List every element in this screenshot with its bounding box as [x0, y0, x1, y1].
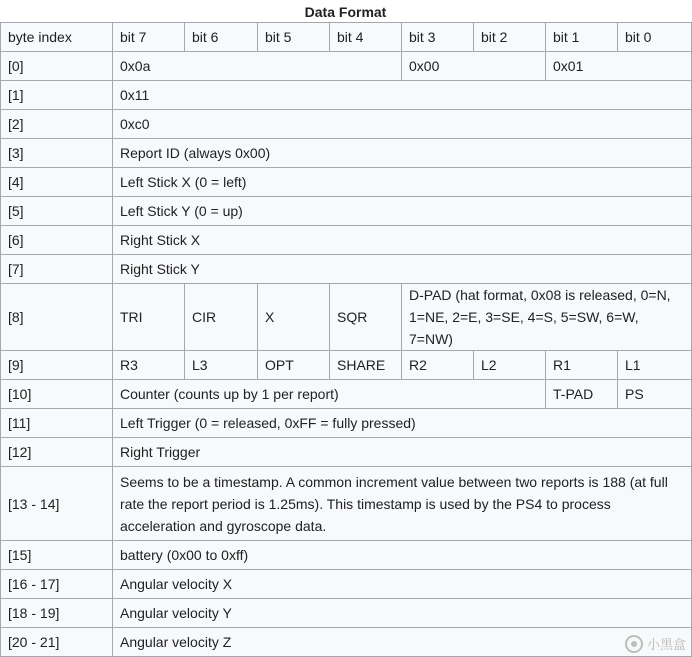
- header-cell: bit 6: [185, 23, 258, 52]
- table-row: [1, 438, 692, 467]
- byte-index-cell: [5]: [1, 197, 113, 226]
- watermark: [625, 634, 686, 653]
- byte-index-cell: [1]: [1, 81, 113, 110]
- byte-index-cell: [8]: [1, 284, 113, 351]
- header-cell: bit 1: [546, 23, 618, 52]
- table-cell: 0x01: [546, 52, 692, 81]
- table-cell: SHARE: [330, 351, 402, 380]
- table-row: [1, 168, 692, 197]
- table-cell: Angular velocity Y: [113, 599, 692, 628]
- table-cell: Report ID (always 0x00): [113, 139, 692, 168]
- byte-index-cell: [0]: [1, 52, 113, 81]
- header-cell: bit 3: [402, 23, 474, 52]
- header-cell: bit 0: [618, 23, 692, 52]
- table-caption: Data Format: [304, 4, 387, 20]
- table-cell: D-PAD (hat format, 0x08 is released, 0=N, 1=NE, 2=E, 3=SE, 4=S, 5=SW, 6=W, 7=NW): [402, 284, 692, 351]
- byte-index-cell: [13 - 14]: [1, 467, 113, 541]
- watermark-text: 小黑盒: [646, 637, 686, 652]
- table-row: [1, 541, 692, 570]
- table-cell: TRI: [113, 284, 185, 351]
- table-row: [1, 409, 692, 438]
- table-row: [1, 110, 692, 139]
- table-cell: OPT: [258, 351, 330, 380]
- table-cell: CIR: [185, 284, 258, 351]
- table-row: [1, 197, 692, 226]
- byte-index-cell: [2]: [1, 110, 113, 139]
- byte-index-cell: [12]: [1, 438, 113, 467]
- table-cell: Right Stick Y: [113, 255, 692, 284]
- byte-index-cell: [9]: [1, 351, 113, 380]
- table-row: [1, 628, 692, 657]
- table-row: [1, 226, 692, 255]
- byte-index-cell: [7]: [1, 255, 113, 284]
- table-cell: Counter (counts up by 1 per report): [113, 380, 546, 409]
- table-row: [1, 380, 692, 409]
- table-cell: PS: [618, 380, 692, 409]
- table-cell: Seems to be a timestamp. A common increment value between two reports is 188 (at full rate the report period is 1.25ms). This timestamp is used by the PS4 to process acceleration and gyroscope data.: [113, 467, 692, 541]
- table-cell: R2: [402, 351, 474, 380]
- table-cell: Left Stick Y (0 = up): [113, 197, 692, 226]
- byte-index-cell: [11]: [1, 409, 113, 438]
- table-cell: T-PAD: [546, 380, 618, 409]
- table-row: [1, 467, 692, 541]
- header-cell: bit 4: [330, 23, 402, 52]
- table-cell: Right Trigger: [113, 438, 692, 467]
- byte-index-cell: [4]: [1, 168, 113, 197]
- table-row: [1, 351, 692, 380]
- heybox-logo-icon: [625, 635, 643, 653]
- table-cell: L2: [474, 351, 546, 380]
- table-cell: battery (0x00 to 0xff): [113, 541, 692, 570]
- byte-index-cell: [18 - 19]: [1, 599, 113, 628]
- header-cell: bit 5: [258, 23, 330, 52]
- table-cell: 0x11: [113, 81, 692, 110]
- table-cell: 0xc0: [113, 110, 692, 139]
- table-cell: 0x0a: [113, 52, 402, 81]
- table-row: [1, 570, 692, 599]
- byte-index-cell: [3]: [1, 139, 113, 168]
- table-cell: Angular velocity Z: [113, 628, 692, 657]
- byte-index-cell: [6]: [1, 226, 113, 255]
- table-cell: Right Stick X: [113, 226, 692, 255]
- table-row: [1, 139, 692, 168]
- header-row: [1, 23, 692, 52]
- table-row: [1, 284, 692, 351]
- table-cell: L1: [618, 351, 692, 380]
- table-cell: SQR: [330, 284, 402, 351]
- table-cell: Left Trigger (0 = released, 0xFF = fully pressed): [113, 409, 692, 438]
- table-cell: X: [258, 284, 330, 351]
- table-row: [1, 599, 692, 628]
- table-row: [1, 81, 692, 110]
- header-cell: bit 7: [113, 23, 185, 52]
- table-cell: 0x00: [402, 52, 546, 81]
- table-row: [1, 255, 692, 284]
- header-cell: byte index: [1, 23, 113, 52]
- table-cell: Left Stick X (0 = left): [113, 168, 692, 197]
- data-format-table: [0, 22, 692, 657]
- byte-index-cell: [20 - 21]: [1, 628, 113, 657]
- table-cell: Angular velocity X: [113, 570, 692, 599]
- byte-index-cell: [16 - 17]: [1, 570, 113, 599]
- header-cell: bit 2: [474, 23, 546, 52]
- byte-index-cell: [10]: [1, 380, 113, 409]
- byte-index-cell: [15]: [1, 541, 113, 570]
- table-cell: R3: [113, 351, 185, 380]
- table-cell: R1: [546, 351, 618, 380]
- table-row: [1, 52, 692, 81]
- table-cell: L3: [185, 351, 258, 380]
